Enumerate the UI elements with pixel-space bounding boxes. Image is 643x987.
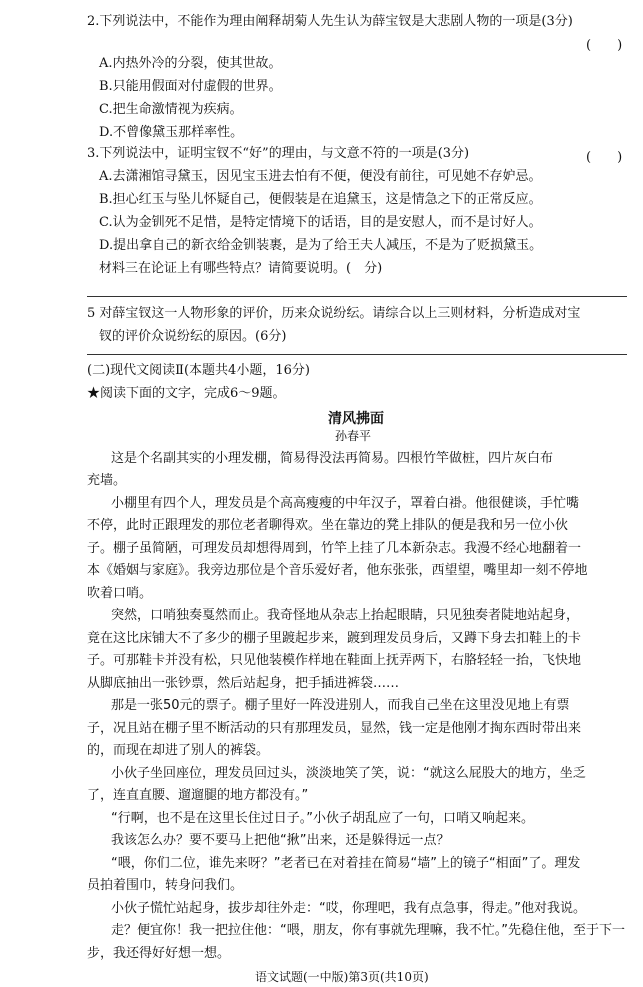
story-line: 不停，此时正跟理发的那位老者聊得欢。坐在靠边的凳上排队的便是我和另一位小伙 [87, 518, 569, 533]
q2-option-b: B.只能用假面对付虚假的世界。 [99, 79, 282, 94]
q2-option-c: C.把生命激情视为疾病。 [99, 102, 243, 117]
story-line: 的，而现在却进了别人的裤袋。 [87, 743, 270, 758]
story-line: 小伙子慌忙站起身，拔步却往外走：“哎，你理吧，我有点急事，得走。”他对我说。 [111, 901, 586, 916]
q2-option-d: D.不曾像黛玉那样率性。 [99, 125, 244, 140]
answer-line [87, 296, 627, 297]
story-line: 子。可那鞋卡并没有松，只见他装模作样地在鞋面上抚弄两下，右胳轻轻一抬，飞快地 [87, 653, 582, 668]
story-title: 清风拂面 [328, 411, 384, 427]
story-line: “行啊，也不是在这里长住过日子。”小伙子胡乱应了一句，口哨又响起来。 [111, 811, 534, 826]
q3-answer-paren: ( ) [586, 150, 623, 165]
q2-stem: 2.下列说法中，不能作为理由阐释胡菊人先生认为薛宝钗是大悲剧人物的一项是(3分) [87, 14, 573, 29]
answer-line [87, 354, 627, 355]
story-line: 充墙。 [87, 473, 127, 488]
story-line: 那是一张50元的票子。棚子里好一阵没进别人，而我自己坐在这里没见地上有票 [111, 698, 570, 713]
q2-answer-paren: ( ) [586, 38, 623, 53]
section-instruction: ★阅读下面的文字，完成6～9题。 [87, 386, 286, 401]
story-line: 小伙子坐回座位，理发员回过头，淡淡地笑了笑，说：“就这么屁股大的地方，坐乏 [111, 766, 586, 781]
q3-stem: 3.下列说法中，证明宝钗不“好”的理由，与文意不符的一项是(3分) [87, 146, 470, 161]
story-line: 子，况且站在棚子里不断活动的只有那理发员，显然，钱一定是他刚才掏东西时带出来 [87, 721, 582, 736]
story-line: 吹着口哨。 [87, 586, 153, 601]
story-line: 员拍着围巾，转身问我们。 [87, 878, 244, 893]
q2-option-a: A.内热外冷的分裂，使其世故。 [99, 56, 282, 71]
story-line: 小棚里有四个人，理发员是个高高瘦瘦的中年汉子，罩着白褂。他很健谈，手忙嘴 [111, 496, 580, 511]
story-author: 孙春平 [335, 429, 372, 443]
q5-line-2: 钗的评价众说纷纭的原因。(6分) [99, 329, 287, 344]
section-heading: (二)现代文阅读Ⅱ(本题共4小题，16分) [87, 363, 310, 378]
story-line: 从脚底抽出一张钞票，然后站起身，把手插进裤袋…… [87, 676, 400, 691]
story-line: “喂，你们二位，谁先来呀？”老者已在对着挂在简易“墙”上的镜子“相面”了。理发 [111, 856, 581, 871]
q5-line-1: 5 对薛宝钗这一人物形象的评价，历来众说纷纭。请综合以上三则材料，分析造成对宝 [87, 306, 581, 321]
q3-option-b: B.担心红玉与坠儿怀疑自己，便假装是在追黛玉，这是情急之下的正常反应。 [99, 192, 542, 207]
page-footer: 语文试题(一中版)第3页(共10页) [255, 970, 429, 984]
q3-option-d: D.提出拿自己的新衣给金钏装裹，是为了给王夫人减压，不是为了贬损黛玉。 [99, 238, 543, 253]
story-line: 我该怎么办？要不要马上把他“揪”出来，还是躲得远一点？ [111, 833, 450, 848]
story-line: 本《婚姻与家庭》。我旁边那位是个音乐爱好者，他东张张，西望望，嘴里却一刻不停地 [87, 563, 588, 578]
q4-prompt: 材料三在论证上有哪些特点？请简要说明。( 分) [99, 261, 383, 276]
story-line: 步，我还得好好想一想。 [87, 946, 231, 961]
story-line: 这是个名副其实的小理发棚，简易得没法再简易。四根竹竿做桩，四片灰白布 [111, 451, 554, 466]
story-line: 竟在这比床铺大不了多少的棚子里踱起步来，踱到理发员身后，又蹲下身去扣鞋上的卡 [87, 631, 582, 646]
story-line: 突然，口哨独奏戛然而止。我奇怪地从杂志上抬起眼睛，只见独奏者陡地站起身， [111, 608, 580, 623]
q3-option-a: A.去潇湘馆寻黛玉，因见宝玉进去怕有不便，便没有前往，可见她不存妒忌。 [99, 169, 542, 184]
story-line: 子。棚子虽简陋，可理发员却想得周到，竹竿上挂了几本新杂志。我漫不经心地翻着一 [87, 541, 582, 556]
story-line: 了，连直直腰、遛遛腿的地方都没有。” [87, 788, 309, 803]
story-line: 走？便宜你！我一把拉住他：“喂，朋友，你有事就先理嘛，我不忙。”先稳住他，至于下一 [111, 923, 625, 938]
q3-option-c: C.认为金钏死不足惜，是特定情境下的话语，目的是安慰人，而不是讨好人。 [99, 215, 542, 230]
